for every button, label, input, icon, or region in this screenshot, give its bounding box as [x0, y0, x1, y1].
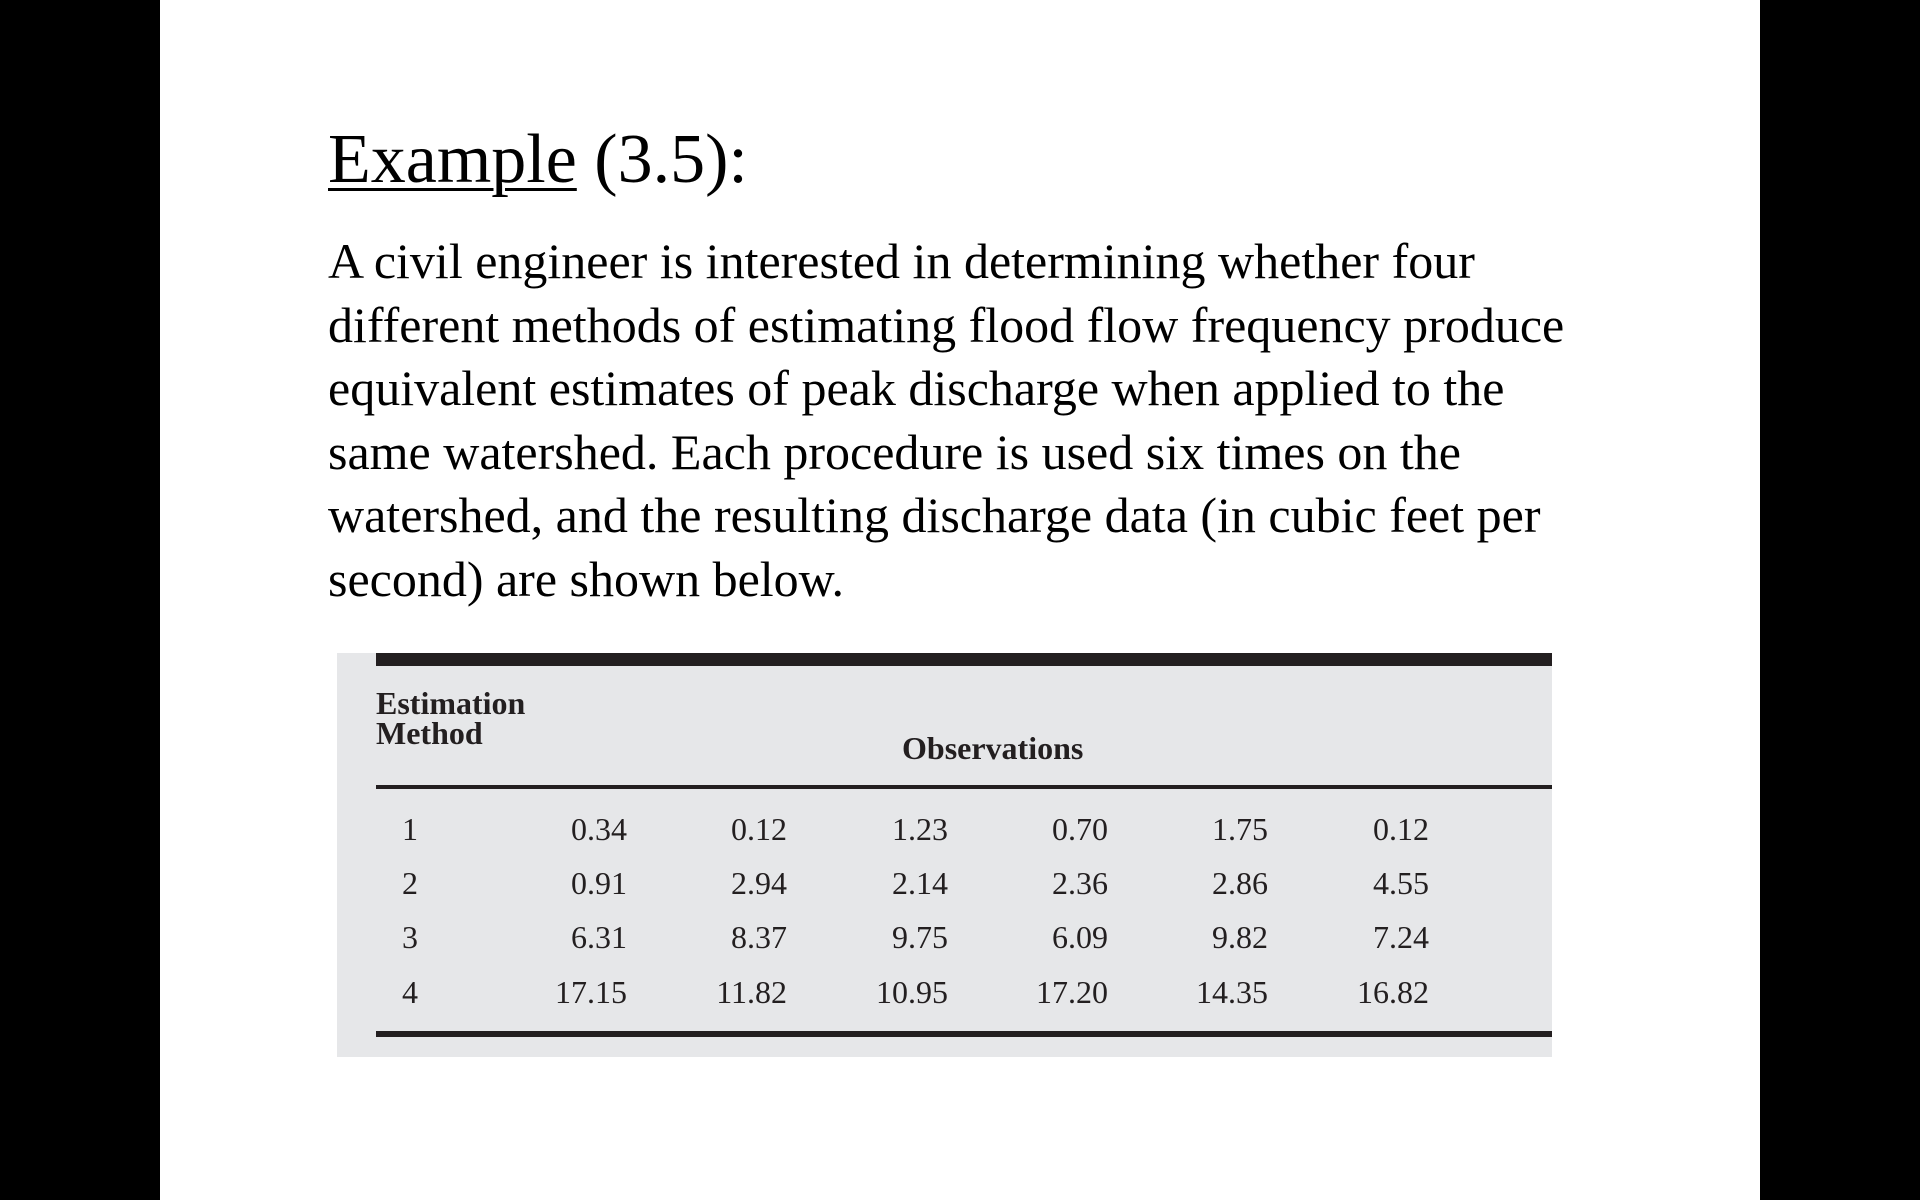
obs-cell: 0.34 [571, 811, 627, 847]
method-cell: 1 [402, 811, 418, 847]
paragraph-line: A civil engineer is interested in determining whether four [328, 233, 1475, 289]
header-observations: Observations [902, 730, 1084, 766]
obs-cell: 17.15 [555, 974, 627, 1010]
slide [160, 0, 1760, 1200]
obs-cell: 9.82 [1212, 919, 1268, 955]
method-cell: 2 [402, 865, 418, 901]
example-title [328, 118, 748, 202]
obs-cell: 2.94 [731, 865, 787, 901]
obs-cell: 0.12 [1373, 811, 1429, 847]
obs-cell: 9.75 [892, 919, 948, 955]
table-row [337, 865, 1552, 905]
table-row [337, 974, 1552, 1014]
obs-cell: 2.36 [1052, 865, 1108, 901]
obs-cell: 1.23 [892, 811, 948, 847]
obs-cell: 16.82 [1357, 974, 1429, 1010]
title-number: (3.5): [576, 121, 748, 198]
obs-cell: 4.55 [1373, 865, 1429, 901]
obs-cell: 14.35 [1196, 974, 1268, 1010]
obs-cell: 10.95 [876, 974, 948, 1010]
header-estimation-method [376, 685, 526, 751]
obs-cell: 17.20 [1036, 974, 1108, 1010]
paragraph-line: different methods of estimating flood flow frequency produce [328, 296, 1565, 353]
paragraph-line: watershed, and the resulting discharge data (in cubic feet per [328, 487, 1541, 543]
paragraph-line: second) are shown below. [328, 550, 845, 607]
table-header-rule [376, 785, 1552, 789]
obs-cell: 11.82 [716, 974, 787, 1010]
obs-cell: 6.09 [1052, 919, 1108, 955]
obs-cell: 0.70 [1052, 811, 1108, 847]
header-line: Estimation [376, 685, 526, 721]
obs-cell: 2.86 [1212, 865, 1268, 901]
paragraph-line: equivalent estimates of peak discharge when applied to the [328, 360, 1505, 416]
obs-cell: 0.12 [731, 811, 787, 847]
header-line: Method [376, 715, 483, 751]
obs-cell: 6.31 [571, 919, 627, 955]
method-cell: 4 [402, 974, 418, 1010]
table-row [337, 919, 1552, 959]
paragraph-line: same watershed. Each procedure is used six times on the [328, 423, 1461, 480]
obs-cell: 8.37 [731, 919, 787, 955]
obs-cell: 2.14 [892, 865, 948, 901]
obs-cell: 1.75 [1212, 811, 1268, 847]
table-row [337, 811, 1552, 851]
title-underlined: Example [328, 121, 577, 198]
obs-cell: 7.24 [1373, 919, 1429, 955]
data-table [337, 653, 1552, 1057]
table-bottom-rule [376, 1031, 1552, 1037]
method-cell: 3 [402, 919, 418, 955]
obs-cell: 0.91 [571, 865, 627, 901]
problem-statement [328, 230, 1788, 611]
table-top-rule [376, 653, 1552, 666]
